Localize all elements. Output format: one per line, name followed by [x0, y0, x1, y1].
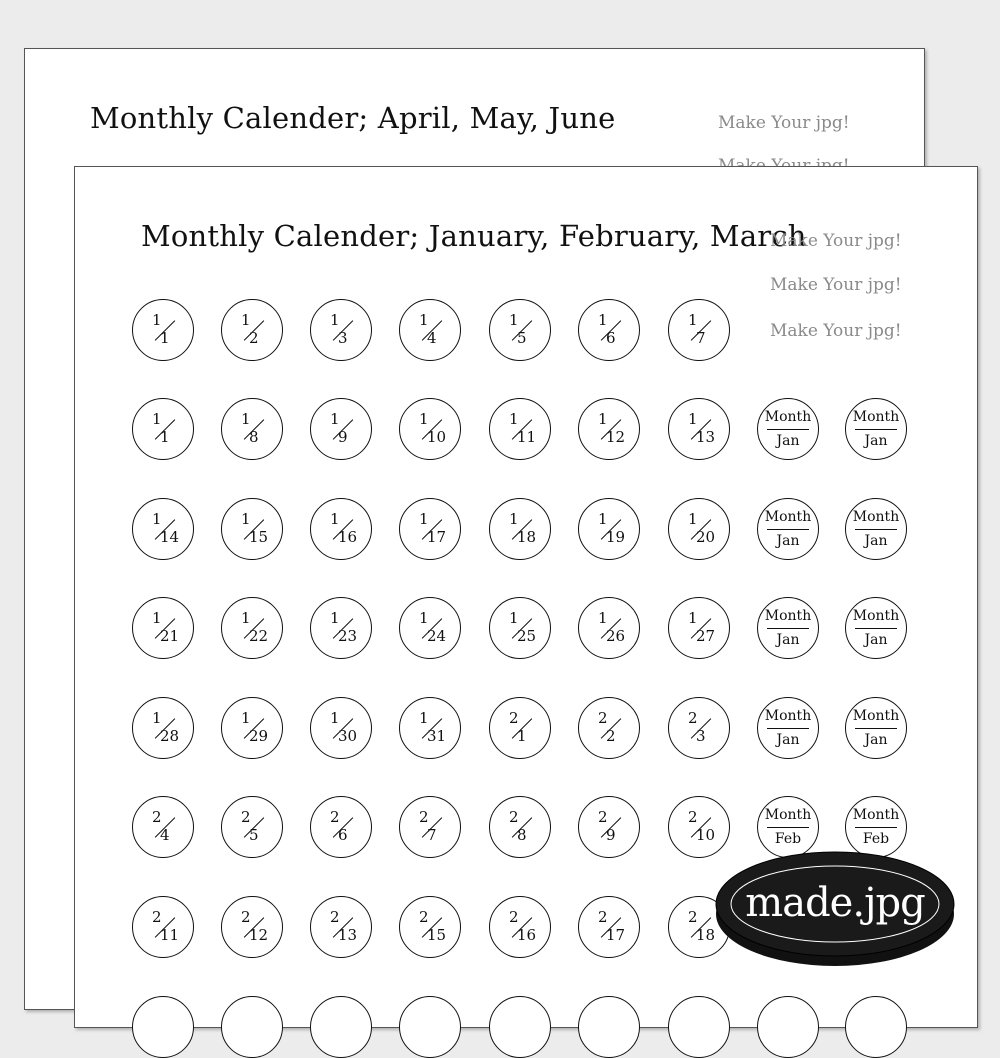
sticker-day-number: 5 [517, 329, 527, 347]
cutoff-sticker [310, 996, 372, 1058]
sticker-day-number: 2 [606, 727, 616, 745]
sticker-day-number: 7 [696, 329, 706, 347]
date-sticker [668, 597, 730, 659]
sticker-day-number: 5 [249, 826, 259, 844]
sticker-month-number: 2 [688, 908, 698, 926]
date-sticker [132, 796, 194, 858]
sticker-day-number: 15 [427, 926, 447, 944]
watermark-text: Make Your jpg! [770, 275, 902, 295]
month-sticker [757, 697, 819, 759]
sticker-day-number: 7 [427, 826, 437, 844]
sticker-day-number: 11 [517, 428, 537, 446]
sticker-day-number: 19 [606, 528, 626, 546]
sticker-month-number: 1 [419, 609, 429, 627]
sticker-day-number: 15 [249, 528, 269, 546]
date-sticker [578, 697, 640, 759]
month-label: Month [852, 608, 900, 624]
date-sticker [132, 398, 194, 460]
sticker-month-number: 1 [330, 709, 340, 727]
sticker-day-number: 12 [249, 926, 269, 944]
sticker-day-number: 8 [249, 428, 259, 446]
sticker-month-number: 1 [152, 609, 162, 627]
sticker-day-number: 16 [517, 926, 537, 944]
cutoff-sticker [399, 996, 461, 1058]
sticker-day-number: 13 [696, 428, 716, 446]
sticker-day-number: 18 [517, 528, 537, 546]
sticker-month-number: 1 [241, 510, 251, 528]
month-divider [767, 529, 809, 530]
date-sticker [668, 398, 730, 460]
month-sticker [845, 398, 907, 460]
date-sticker [221, 597, 283, 659]
sticker-day-number: 17 [606, 926, 626, 944]
sticker-month-number: 2 [241, 908, 251, 926]
month-name: Jan [776, 632, 800, 648]
sticker-day-number: 1 [160, 428, 170, 446]
date-sticker [399, 597, 461, 659]
month-divider [767, 827, 809, 828]
month-divider [855, 429, 897, 430]
sticker-day-number: 25 [517, 627, 537, 645]
month-name: Jan [776, 533, 800, 549]
sticker-month-number: 1 [688, 311, 698, 329]
date-sticker [489, 796, 551, 858]
date-sticker [489, 896, 551, 958]
date-sticker [132, 299, 194, 361]
sticker-day-number: 10 [696, 826, 716, 844]
sticker-day-number: 9 [338, 428, 348, 446]
sticker-day-number: 21 [160, 627, 180, 645]
date-sticker [310, 597, 372, 659]
month-label: Month [764, 509, 812, 525]
sticker-day-number: 10 [427, 428, 447, 446]
date-sticker [489, 299, 551, 361]
sticker-day-number: 1 [160, 329, 170, 347]
date-sticker [221, 498, 283, 560]
sticker-month-number: 1 [152, 311, 162, 329]
date-sticker [310, 697, 372, 759]
sticker-day-number: 22 [249, 627, 269, 645]
cutoff-sticker [221, 996, 283, 1058]
date-sticker [310, 896, 372, 958]
sticker-month-number: 2 [509, 709, 519, 727]
sticker-day-number: 9 [606, 826, 616, 844]
sticker-day-number: 30 [338, 727, 358, 745]
month-name: Jan [864, 433, 888, 449]
date-sticker [489, 597, 551, 659]
date-sticker [221, 299, 283, 361]
sticker-month-number: 1 [598, 609, 608, 627]
sticker-day-number: 24 [427, 627, 447, 645]
month-divider [855, 827, 897, 828]
sticker-day-number: 6 [338, 826, 348, 844]
month-divider [855, 628, 897, 629]
sticker-month-number: 1 [598, 510, 608, 528]
month-sticker [757, 398, 819, 460]
sticker-day-number: 14 [160, 528, 180, 546]
date-sticker [489, 398, 551, 460]
month-label: Month [852, 708, 900, 724]
sticker-day-number: 29 [249, 727, 269, 745]
sticker-month-number: 1 [688, 510, 698, 528]
month-name: Feb [774, 831, 802, 847]
date-sticker [132, 498, 194, 560]
sticker-day-number: 2 [249, 329, 259, 347]
sticker-day-number: 1 [517, 727, 527, 745]
month-divider [767, 728, 809, 729]
sticker-month-number: 1 [419, 510, 429, 528]
date-sticker [132, 597, 194, 659]
sticker-month-number: 2 [598, 709, 608, 727]
sticker-month-number: 1 [330, 510, 340, 528]
sticker-month-number: 1 [152, 410, 162, 428]
sticker-day-number: 11 [160, 926, 180, 944]
sticker-month-number: 1 [688, 410, 698, 428]
month-name: Jan [776, 732, 800, 748]
date-sticker [132, 896, 194, 958]
month-label: Month [764, 409, 812, 425]
made-jpg-logo [712, 846, 958, 968]
cutoff-sticker [578, 996, 640, 1058]
date-sticker [578, 498, 640, 560]
date-sticker [399, 498, 461, 560]
month-divider [767, 429, 809, 430]
month-divider [855, 529, 897, 530]
sticker-month-number: 2 [330, 808, 340, 826]
sticker-month-number: 2 [241, 808, 251, 826]
sticker-day-number: 31 [427, 727, 447, 745]
date-sticker [221, 697, 283, 759]
month-divider [855, 728, 897, 729]
sticker-day-number: 26 [606, 627, 626, 645]
sticker-month-number: 2 [509, 808, 519, 826]
sticker-day-number: 18 [696, 926, 716, 944]
sticker-day-number: 13 [338, 926, 358, 944]
sticker-day-number: 20 [696, 528, 716, 546]
sticker-day-number: 3 [696, 727, 706, 745]
month-label: Month [764, 807, 812, 823]
sticker-month-number: 2 [598, 808, 608, 826]
sticker-day-number: 3 [338, 329, 348, 347]
date-sticker [399, 796, 461, 858]
date-sticker [132, 697, 194, 759]
cutoff-sticker [757, 996, 819, 1058]
sticker-month-number: 1 [509, 311, 519, 329]
month-label: Month [764, 608, 812, 624]
sticker-month-number: 1 [152, 709, 162, 727]
sticker-day-number: 8 [517, 826, 527, 844]
sticker-month-number: 1 [419, 709, 429, 727]
sticker-month-number: 1 [241, 311, 251, 329]
sticker-month-number: 1 [598, 311, 608, 329]
date-sticker [578, 796, 640, 858]
month-sticker [845, 597, 907, 659]
sticker-day-number: 17 [427, 528, 447, 546]
date-sticker [668, 299, 730, 361]
sticker-month-number: 2 [688, 709, 698, 727]
cutoff-sticker [845, 996, 907, 1058]
date-sticker [310, 796, 372, 858]
watermark-text: Make Your jpg! [770, 321, 902, 341]
date-sticker [221, 796, 283, 858]
date-sticker [578, 896, 640, 958]
cutoff-sticker [132, 996, 194, 1058]
sticker-month-number: 1 [330, 410, 340, 428]
sticker-month-number: 2 [152, 808, 162, 826]
date-sticker [221, 896, 283, 958]
date-sticker [489, 498, 551, 560]
month-divider [767, 628, 809, 629]
sticker-month-number: 1 [598, 410, 608, 428]
month-name: Jan [776, 433, 800, 449]
month-name: Jan [864, 632, 888, 648]
month-label: Month [852, 409, 900, 425]
sticker-day-number: 4 [427, 329, 437, 347]
sticker-month-number: 2 [419, 808, 429, 826]
sticker-month-number: 2 [419, 908, 429, 926]
sticker-month-number: 2 [152, 908, 162, 926]
sticker-month-number: 1 [330, 609, 340, 627]
date-sticker [310, 498, 372, 560]
date-sticker [578, 299, 640, 361]
back-sheet-title: Monthly Calender; April, May, June [90, 101, 616, 135]
sticker-month-number: 2 [330, 908, 340, 926]
sticker-month-number: 1 [241, 609, 251, 627]
sticker-day-number: 23 [338, 627, 358, 645]
sticker-month-number: 1 [419, 410, 429, 428]
date-sticker [399, 299, 461, 361]
sticker-month-number: 1 [330, 311, 340, 329]
date-sticker [310, 299, 372, 361]
sticker-month-number: 1 [241, 410, 251, 428]
date-sticker [578, 398, 640, 460]
sticker-day-number: 12 [606, 428, 626, 446]
date-sticker [399, 697, 461, 759]
sticker-day-number: 28 [160, 727, 180, 745]
sticker-month-number: 2 [598, 908, 608, 926]
month-name: Feb [862, 831, 890, 847]
sticker-day-number: 16 [338, 528, 358, 546]
logo-text: made.jpg [745, 880, 925, 926]
month-name: Jan [864, 533, 888, 549]
month-label: Month [852, 807, 900, 823]
sticker-day-number: 6 [606, 329, 616, 347]
date-sticker [489, 697, 551, 759]
month-label: Month [764, 708, 812, 724]
sticker-month-number: 1 [241, 709, 251, 727]
sticker-month-number: 2 [509, 908, 519, 926]
date-sticker [668, 697, 730, 759]
watermark-text: Make Your jpg! [718, 113, 850, 133]
sticker-day-number: 27 [696, 627, 716, 645]
sticker-month-number: 1 [509, 510, 519, 528]
date-sticker [668, 498, 730, 560]
month-name: Jan [864, 732, 888, 748]
watermark-text: Make Your jpg! [770, 231, 902, 251]
month-sticker [757, 597, 819, 659]
month-sticker [757, 498, 819, 560]
front-sheet-title: Monthly Calender; January, February, March [141, 219, 807, 253]
cutoff-sticker [489, 996, 551, 1058]
sticker-month-number: 1 [419, 311, 429, 329]
sticker-month-number: 1 [152, 510, 162, 528]
date-sticker [399, 896, 461, 958]
sticker-month-number: 1 [509, 609, 519, 627]
date-sticker [221, 398, 283, 460]
sticker-month-number: 1 [509, 410, 519, 428]
cutoff-sticker [668, 996, 730, 1058]
month-label: Month [852, 509, 900, 525]
date-sticker [578, 597, 640, 659]
date-sticker [310, 398, 372, 460]
sticker-month-number: 2 [688, 808, 698, 826]
sticker-month-number: 1 [688, 609, 698, 627]
month-sticker [845, 498, 907, 560]
date-sticker [399, 398, 461, 460]
sticker-day-number: 4 [160, 826, 170, 844]
month-sticker [845, 697, 907, 759]
